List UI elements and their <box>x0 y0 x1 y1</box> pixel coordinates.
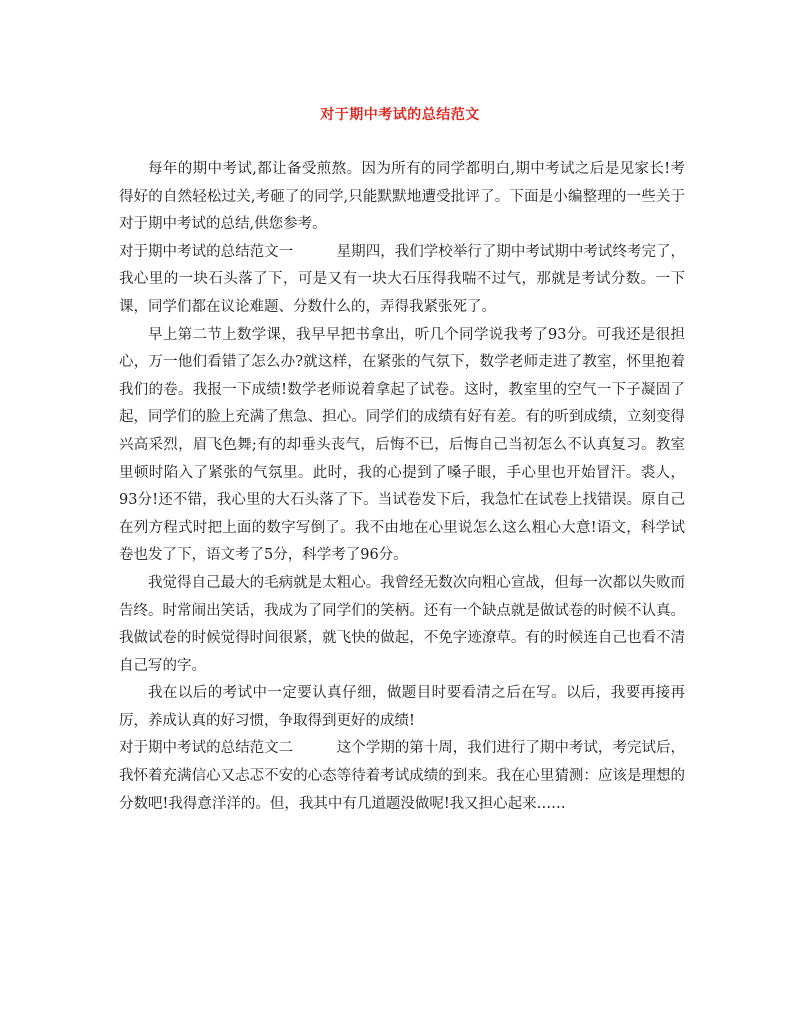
section-one-heading: 对于期中考试的总结范文一 <box>119 243 294 260</box>
document-title: 对于期中考试的总结范文 <box>320 107 480 123</box>
math-class-paragraph: 早上第二节上数学课，我早早把书拿出，听几个同学说我考了93分。可我还是很担心，万一他们看错了怎么办?就这样，在紧张的气氛下，数学老师走进了教室，怀里抱着我们的卷。我报一下成绩!数学老师说着拿起了试卷。这时，教室里的空气一下子凝固了起，同学们的脸上充满了焦急、担心。同学们的成绩有好有差。有的听到成绩，立刻变得兴高采烈，眉飞色舞;有的却垂头丧气，后悔不已，后悔自己当初怎么不认真复习。教室里顿时陷入了紧张的气氛里。此时，我的心提到了嗓子眼，手心里也开始冒汗。裘人，93分!还不错，我心里的大石头落了下。当试卷发下后，我急忙在试卷上找错误。原自己在列方程式时把上面的数字写倒了。我不由地在心里说怎么这么粗心大意!语文，科学试卷也发了下，语文考了5分，科学考了96分。 <box>119 326 685 564</box>
careless-paragraph: 我觉得自己最大的毛病就是太粗心。我曾经无数次向粗心宣战，但每一次都以失败而告终。时常闹出笑话，我成为了同学们的笑柄。还有一个缺点就是做试卷的时候不认真。我做试卷的时候觉得时间很紧，就飞快的做起，不免字迹潦草。有的时候连自己也看不清自己写的字。 <box>119 574 685 674</box>
section-two-heading: 对于期中考试的总结范文二 <box>119 740 294 757</box>
section-two-paragraph <box>119 735 685 818</box>
section-one-text: 星期四，我们学校举行了期中考试期中考试终考完了，我心里的一块石头落了下，可是又有一块大石压得我喘不过气，那就是考试分数。一下课，同学们都在议论难题、分数什么的，弄得我紧张死了。 <box>119 243 685 315</box>
document-body <box>119 156 685 818</box>
intro-paragraph: 每年的期中考试,都让备受煎熬。因为所有的同学都明白,期中考试之后是见家长!考得好的自然轻松过关,考砸了的同学,只能默默地遭受批评了。下面是小编整理的一些关于对于期中考试的总结,供您参考。 <box>119 161 685 233</box>
section-one-paragraph <box>119 239 685 322</box>
future-paragraph: 我在以后的考试中一定要认真仔细，做题目时要看清之后在写。以后，我要再接再厉，养成认真的好习惯，争取得到更好的成绩! <box>119 685 685 729</box>
section-two-text: 这个学期的第十周，我们进行了期中考试，考完试后，我怀着充满信心又忐忑不安的心态等待着考试成绩的到来。我在心里猜测：应该是理想的分数吧!我得意洋洋的。但，我其中有几道题没做呢!我又担心起来…… <box>119 740 685 812</box>
